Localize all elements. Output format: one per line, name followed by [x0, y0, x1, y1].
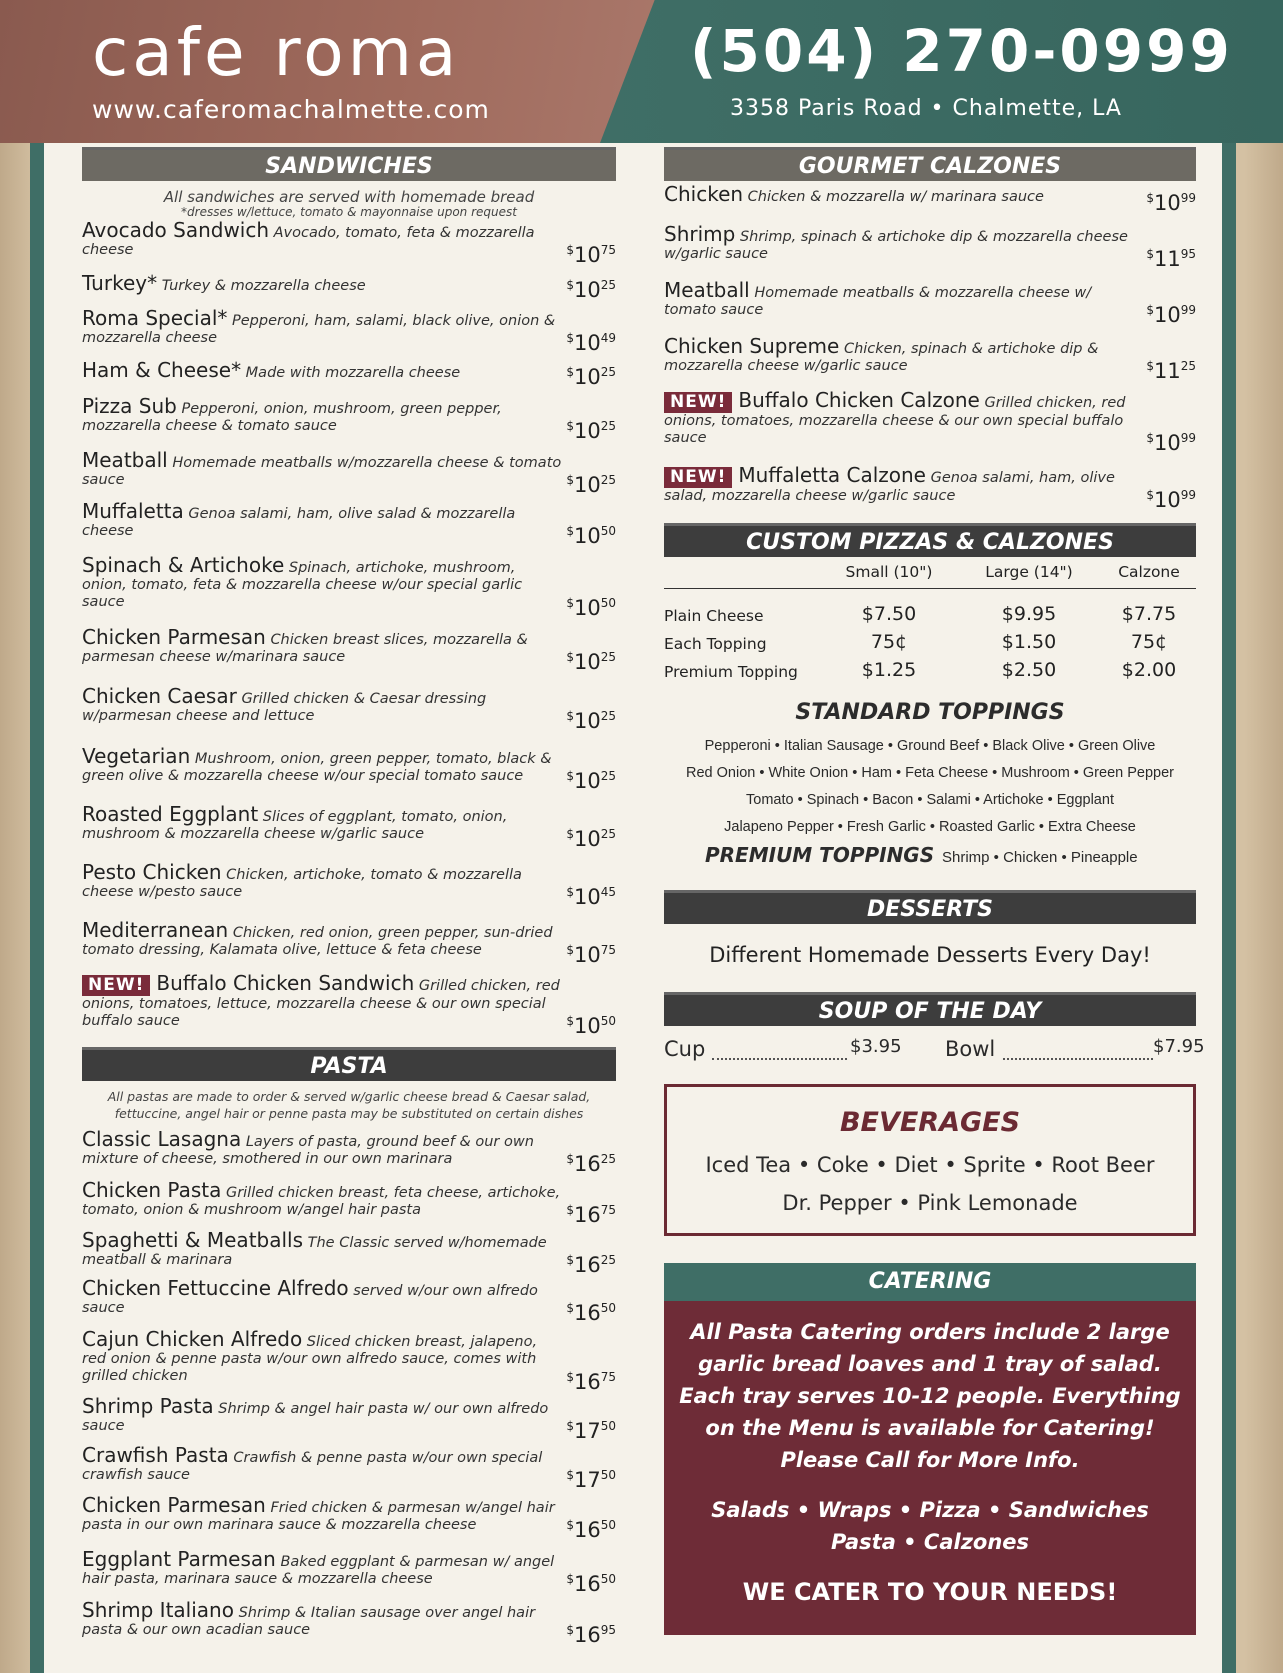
- pasta-item-text: [82, 1178, 564, 1219]
- sandwich-item-name: Meatball: [82, 448, 168, 472]
- pasta-item-name: Chicken Parmesan: [82, 1493, 266, 1517]
- catering-list-1: Salads • Wraps • Pizza • Sandwiches: [711, 1498, 1149, 1522]
- sandwich-item: [82, 744, 616, 793]
- desserts-header: DESSERTS: [664, 890, 1196, 924]
- pasta-item-description: Fried chicken & parmesan w/angel hair pasta in our own marinara sauce & mozzarella cheese: [82, 1500, 555, 1533]
- soup-cup-dots: [712, 1058, 847, 1060]
- standard-toppings-title: STANDARD TOPPINGS: [795, 700, 1065, 725]
- catering-list-2: Pasta • Calzones: [830, 1530, 1030, 1554]
- pasta-item-name: Eggplant Parmesan: [82, 1547, 276, 1571]
- sandwich-item-text: [82, 306, 564, 347]
- col-header-calzone: Calzone: [1118, 563, 1180, 581]
- sandwiches-header: SANDWICHES: [82, 147, 616, 181]
- row-label-plain: Plain Cheese: [664, 607, 764, 625]
- sandwich-item: [82, 684, 616, 733]
- sandwich-item-description: Avocado, tomato, feta & mozzarella cheese: [82, 225, 535, 258]
- sandwich-item-price: $^{\$}10^{25}$: [566, 827, 616, 851]
- custom-pizza-table: [664, 563, 1196, 688]
- sandwich-item-name: Avocado Sandwich: [82, 218, 270, 242]
- pasta-item-price: $^{\$}17^{50}$: [566, 1419, 616, 1443]
- sandwich-item: [82, 218, 616, 267]
- sandwich-item-text: [82, 744, 564, 785]
- sandwich-item-name: Chicken Caesar: [82, 684, 237, 708]
- calzone-item-text: [664, 388, 1144, 447]
- sandwich-item-price: $^{\$}10^{25}$: [566, 278, 616, 302]
- calzone-item-text: [664, 334, 1144, 375]
- sandwich-item: [82, 271, 616, 302]
- pasta-item-name: Chicken Fettuccine Alfredo: [82, 1276, 349, 1300]
- pasta-item-price: $^{\$}16^{25}$: [566, 1253, 616, 1277]
- sandwich-item-description: Grilled chicken, red onions, tomatoes, lettuce, mozzarella cheese & our own special buffalo sauce: [82, 978, 560, 1029]
- sandwiches-dress-note: *dresses w/lettuce, tomato & mayonnaise upon request: [181, 205, 517, 219]
- pasta-item-name: Cajun Chicken Alfredo: [82, 1327, 303, 1351]
- sandwich-item-text: [82, 499, 564, 540]
- sandwich-item-price: $^{\$}10^{50}$: [566, 1014, 616, 1038]
- sandwich-item-description: Chicken, artichoke, tomato & mozzarella cheese w/pesto sauce: [82, 867, 522, 900]
- soup-bowl-label: Bowl: [945, 1037, 996, 1061]
- pasta-item: [82, 1598, 616, 1647]
- calzone-item-price: $^{\$}10^{99}$: [1146, 191, 1196, 215]
- sandwich-item-text: [82, 918, 564, 959]
- sandwich-item-description: Pepperoni, onion, mushroom, green pepper, mozzarella cheese & tomato sauce: [82, 401, 502, 434]
- catering-tagline: WE CATER TO YOUR NEEDS!: [742, 1578, 1118, 1606]
- pasta-item-name: Shrimp Pasta: [82, 1394, 214, 1418]
- catering-line-4: on the Menu is available for Catering!: [705, 1416, 1155, 1440]
- sandwich-item-text: [82, 553, 564, 611]
- pasta-item-price: $^{\$}16^{25}$: [566, 1152, 616, 1176]
- left-border-strip: [30, 143, 44, 1673]
- sandwich-item-price: $^{\$}10^{50}$: [566, 524, 616, 548]
- sandwich-item: [82, 918, 616, 967]
- pasta-item-name: Crawfish Pasta: [82, 1443, 229, 1467]
- sandwich-item-price: $^{\$}10^{49}$: [566, 331, 616, 355]
- sandwich-item-price: $^{\$}10^{75}$: [566, 243, 616, 267]
- catering-header: CATERING: [664, 1263, 1196, 1301]
- col-header-small: Small (10"): [845, 563, 933, 581]
- catering-description: [664, 1316, 1196, 1476]
- pasta-item: [82, 1228, 616, 1277]
- calzone-item-name: Buffalo Chicken Calzone: [738, 388, 980, 412]
- pasta-item: [82, 1443, 616, 1492]
- sandwich-item-name: Mediterranean: [82, 918, 229, 942]
- pasta-item-description: Layers of pasta, ground beef & our own mixture of cheese, smothered in our own marinara: [82, 1134, 534, 1167]
- price-plain-small: $7.50: [861, 603, 917, 625]
- sandwich-item-description: Homemade meatballs w/mozzarella cheese & tomato sauce: [82, 455, 562, 488]
- beverages-line-2: Dr. Pepper • Pink Lemonade: [782, 1191, 1078, 1215]
- catering-line-2: garlic bread loaves and 1 tray of salad.: [698, 1352, 1162, 1376]
- pasta-item-name: Classic Lasagna: [82, 1127, 242, 1151]
- sandwich-item-price: $^{\$}10^{45}$: [566, 885, 616, 909]
- pasta-item-text: [82, 1493, 564, 1534]
- sandwich-item: [82, 971, 616, 1038]
- premium-toppings-title: PREMIUM TOPPINGS: [705, 843, 935, 867]
- right-border-strip: [1222, 143, 1236, 1673]
- calzone-item: [664, 463, 1196, 512]
- calzone-item-description: Chicken, spinach & artichoke dip & mozzarella cheese w/garlic sauce: [664, 341, 1099, 374]
- pasta-item-price: $^{\$}16^{75}$: [566, 1370, 616, 1394]
- calzone-item-description: Grilled chicken, red onions, tomatoes, mozzarella cheese & our own special buffalo sauce: [664, 395, 1126, 446]
- pasta-item-price: $^{\$}16^{75}$: [566, 1203, 616, 1227]
- pasta-item-description: served w/our own alfredo sauce: [82, 1283, 538, 1316]
- sandwich-item-text: [82, 448, 564, 489]
- calzones-header: GOURMET CALZONES: [664, 147, 1196, 181]
- sandwich-item-price: $^{\$}10^{25}$: [566, 650, 616, 674]
- calzone-item-description: Homemade meatballs & mozzarella cheese w/ tomato sauce: [664, 285, 1092, 318]
- catering-line-3: Each tray serves 10-12 people. Everything: [679, 1384, 1181, 1408]
- sandwich-item-description: Spinach, artichoke, mushroom, onion, tomato, feta & mozzarella cheese w/our special garlic sauce: [82, 560, 523, 610]
- brand-name: cafe roma: [92, 14, 461, 91]
- sandwich-item-name: Spinach & Artichoke: [82, 553, 285, 577]
- desserts-text: Different Homemade Desserts Every Day!: [709, 943, 1151, 967]
- calzone-item-description: Genoa salami, ham, olive salad, mozzarella cheese w/garlic sauce: [664, 470, 1115, 504]
- price-plain-large: $9.95: [1001, 603, 1057, 625]
- pasta-item-text: [82, 1127, 564, 1168]
- address: 3358 Paris Road • Chalmette, LA: [730, 96, 1122, 121]
- pasta-item-description: Baked eggplant & parmesan w/ angel hair pasta, marinara sauce & mozzarella cheese: [82, 1554, 555, 1587]
- calzone-item-name: Muffaletta Calzone: [738, 463, 926, 487]
- pasta-item: [82, 1276, 616, 1325]
- sandwich-item-name: Ham & Cheese*: [82, 358, 242, 382]
- sandwich-item-description: Turkey & mozzarella cheese: [161, 278, 366, 294]
- sandwiches-note: All sandwiches are served with homemade bread: [163, 188, 535, 206]
- sandwich-item-name: Pizza Sub: [82, 394, 177, 418]
- pasta-item-price: $^{\$}17^{50}$: [566, 1468, 616, 1492]
- sandwich-item-text: [82, 971, 564, 1030]
- pasta-item-text: [82, 1394, 564, 1435]
- catering-line-1: All Pasta Catering orders include 2 large: [690, 1320, 1170, 1344]
- pasta-item-price: $^{\$}16^{50}$: [566, 1301, 616, 1325]
- pasta-header: PASTA: [82, 1047, 616, 1081]
- sandwich-item-name: Muffaletta: [82, 499, 184, 523]
- calzone-item-description: Chicken & mozzarella w/ marinara sauce: [747, 189, 1044, 205]
- pasta-item-text: [82, 1276, 564, 1317]
- pasta-item: [82, 1394, 616, 1443]
- price-plain-calzone: $7.75: [1121, 603, 1177, 625]
- sandwich-item: [82, 553, 616, 620]
- pasta-item-text: [82, 1443, 564, 1484]
- sandwich-item-text: [82, 802, 564, 843]
- sandwich-item: [82, 802, 616, 851]
- sandwich-item: [82, 306, 616, 355]
- pasta-item-description: The Classic served w/homemade meatball & marinara: [82, 1235, 547, 1268]
- sandwich-item: [82, 499, 616, 548]
- calzone-item-description: Shrimp, spinach & artichoke dip & mozzarella cheese w/garlic sauce: [664, 229, 1128, 262]
- sandwich-item-description: Chicken, red onion, green pepper, sun-dried tomato dressing, Kalamata olive, lettuce & feta cheese: [82, 925, 553, 958]
- sandwich-item-name: Buffalo Chicken Sandwich: [156, 971, 415, 995]
- sandwich-item-description: Slices of eggplant, tomato, onion, mushroom & mozzarella cheese w/garlic sauce: [82, 809, 508, 842]
- soup-header: SOUP OF THE DAY: [664, 992, 1196, 1026]
- sandwich-item-text: [82, 625, 564, 666]
- pasta-item: [82, 1127, 616, 1176]
- price-premium-small: $1.25: [861, 659, 917, 681]
- toppings-line-2: Red Onion • White Onion • Ham • Feta Cheese • Mushroom • Green Pepper: [686, 765, 1174, 781]
- sandwich-item-name: Roasted Eggplant: [82, 802, 259, 826]
- pasta-item: [82, 1547, 616, 1596]
- sandwich-item-price: $^{\$}10^{25}$: [566, 769, 616, 793]
- phone-number[interactable]: (504) 270-0999: [690, 17, 1233, 85]
- soup-bowl-price: $7.95: [1153, 1036, 1205, 1057]
- pasta-item: [82, 1493, 616, 1542]
- pasta-item-description: Shrimp & angel hair pasta w/ our own alfredo sauce: [82, 1401, 549, 1434]
- pasta-item-description: Grilled chicken breast, feta cheese, artichoke, tomato, onion & mushroom w/angel hair pasta: [82, 1185, 561, 1218]
- sandwich-item: [82, 625, 616, 674]
- pasta-item-name: Shrimp Italiano: [82, 1598, 234, 1622]
- sandwich-item-description: Genoa salami, ham, olive salad & mozzarella cheese: [82, 506, 516, 539]
- sandwich-item-price: $^{\$}10^{25}$: [566, 365, 616, 389]
- price-premium-calzone: $2.00: [1121, 659, 1177, 681]
- sandwich-item-name: Chicken Parmesan: [82, 625, 266, 649]
- beverages-box: [664, 1084, 1196, 1236]
- catering-offerings: [664, 1494, 1196, 1558]
- pasta-item-text: [82, 1598, 564, 1639]
- sandwich-item: [82, 448, 616, 497]
- sandwich-item-description: Made with mozzarella cheese: [245, 365, 461, 381]
- sandwich-item-name: Pesto Chicken: [82, 860, 222, 884]
- pasta-item-price: $^{\$}16^{50}$: [566, 1572, 616, 1596]
- pasta-item-price: $^{\$}16^{95}$: [566, 1623, 616, 1647]
- sandwich-item-text: [82, 684, 564, 725]
- premium-toppings-list: Shrimp • Chicken • Pineapple: [942, 849, 1138, 866]
- sandwich-item-name: Turkey*: [82, 271, 158, 295]
- pasta-note-2: fettuccine, angel hair or penne pasta may be substituted on certain dishes: [114, 1106, 584, 1121]
- standard-toppings-list: [654, 733, 1206, 841]
- sandwich-item-name: Roma Special*: [82, 306, 228, 330]
- calzone-item: [664, 182, 1196, 215]
- new-badge: NEW!: [82, 975, 150, 996]
- pasta-item-description: Shrimp & Italian sausage over angel hair pasta & our own acadian sauce: [82, 1605, 536, 1638]
- toppings-line-1: Pepperoni • Italian Sausage • Ground Beef • Black Olive • Green Olive: [704, 738, 1156, 754]
- sandwich-item-price: $^{\$}10^{25}$: [566, 709, 616, 733]
- price-topping-calzone: 75¢: [1130, 631, 1168, 653]
- sandwich-item: [82, 860, 616, 909]
- sandwich-item-text: [82, 358, 564, 382]
- new-badge: NEW!: [664, 467, 732, 488]
- catering-line-5: Please Call for More Info.: [780, 1448, 1080, 1472]
- calzone-item-name: Chicken Supreme: [664, 334, 840, 358]
- pasta-item-name: Spaghetti & Meatballs: [82, 1228, 304, 1252]
- table-divider: [664, 588, 1196, 589]
- price-topping-large: $1.50: [1001, 631, 1057, 653]
- sandwich-item: [82, 394, 616, 443]
- sandwich-item-price: $^{\$}10^{50}$: [566, 596, 616, 620]
- calzone-item-price: $^{\$}10^{99}$: [1146, 488, 1196, 512]
- sandwich-item-description: Pepperoni, ham, salami, black olive, onion & mozzarella cheese: [82, 313, 556, 346]
- pasta-note: All pastas are made to order & served w/garlic cheese bread & Caesar salad,: [107, 1089, 591, 1104]
- calzone-item-name: Shrimp: [664, 222, 736, 246]
- soup-bowl-dots: [1003, 1058, 1153, 1060]
- header: [0, 0, 1283, 143]
- soup-cup-label: Cup: [664, 1037, 706, 1061]
- pasta-item-text: [82, 1327, 564, 1385]
- sandwich-item-description: Grilled chicken & Caesar dressing w/parmesan cheese and lettuce: [82, 691, 487, 724]
- sandwich-item-text: [82, 271, 564, 295]
- calzone-item-text: [664, 222, 1144, 263]
- sandwich-item-price: $^{\$}10^{75}$: [566, 943, 616, 967]
- pasta-item: [82, 1178, 616, 1227]
- calzone-item: [664, 278, 1196, 327]
- calzone-item-price: $^{\$}10^{99}$: [1146, 431, 1196, 455]
- sandwich-item-description: Mushroom, onion, green pepper, tomato, black & green olive & mozzarella cheese w/our special tomato sauce: [82, 751, 552, 784]
- custom-pizzas-header: CUSTOM PIZZAS & CALZONES: [664, 523, 1196, 557]
- calzone-item-name: Meatball: [664, 278, 750, 302]
- row-label-premium: Premium Topping: [664, 663, 798, 681]
- pasta-item-description: Crawfish & penne pasta w/our own special crawfish sauce: [82, 1450, 543, 1483]
- toppings-line-4: Jalapeno Pepper • Fresh Garlic • Roasted Garlic • Extra Cheese: [724, 819, 1136, 835]
- calzone-item-name: Chicken: [664, 182, 744, 206]
- toppings-line-3: Tomato • Spinach • Bacon • Salami • Artichoke • Eggplant: [746, 792, 1114, 808]
- pasta-item: [82, 1327, 616, 1394]
- sandwich-item-description: Chicken breast slices, mozzarella & parmesan cheese w/marinara sauce: [82, 632, 528, 665]
- calzone-item-text: [664, 182, 1144, 206]
- website-link[interactable]: www.caferomachalmette.com: [92, 95, 490, 124]
- price-premium-large: $2.50: [1001, 659, 1057, 681]
- calzone-item-price: $^{\$}11^{25}$: [1146, 359, 1196, 383]
- row-label-topping: Each Topping: [664, 635, 767, 653]
- sandwich-item-text: [82, 860, 564, 901]
- sandwich-item-price: $^{\$}10^{25}$: [566, 419, 616, 443]
- calzone-item-text: [664, 278, 1144, 319]
- calzone-item-text: [664, 463, 1144, 505]
- sandwich-item-name: Vegetarian: [82, 744, 191, 768]
- pasta-item-name: Chicken Pasta: [82, 1178, 222, 1202]
- beverages-title: BEVERAGES: [839, 1107, 1021, 1138]
- pasta-item-price: $^{\$}16^{50}$: [566, 1518, 616, 1542]
- sandwich-item: [82, 358, 616, 389]
- price-topping-small: 75¢: [870, 631, 908, 653]
- calzone-item-price: $^{\$}10^{99}$: [1146, 303, 1196, 327]
- pasta-item-description: Sliced chicken breast, jalapeno, red onion & penne pasta w/our own alfredo sauce, comes with grilled chicken: [82, 1334, 538, 1384]
- beverages-line-1: Iced Tea • Coke • Diet • Sprite • Root Beer: [705, 1153, 1155, 1177]
- sandwich-item-price: $^{\$}10^{25}$: [566, 473, 616, 497]
- col-header-large: Large (14"): [985, 563, 1073, 581]
- calzone-item: [664, 334, 1196, 383]
- soup-cup-price: $3.95: [850, 1036, 902, 1057]
- calzone-item: [664, 388, 1196, 455]
- new-badge: NEW!: [664, 392, 732, 413]
- calzone-item: [664, 222, 1196, 271]
- pasta-item-text: [82, 1547, 564, 1588]
- sandwich-item-text: [82, 218, 564, 259]
- calzone-item-price: $^{\$}11^{95}$: [1146, 247, 1196, 271]
- pasta-item-text: [82, 1228, 564, 1269]
- sandwich-item-text: [82, 394, 564, 435]
